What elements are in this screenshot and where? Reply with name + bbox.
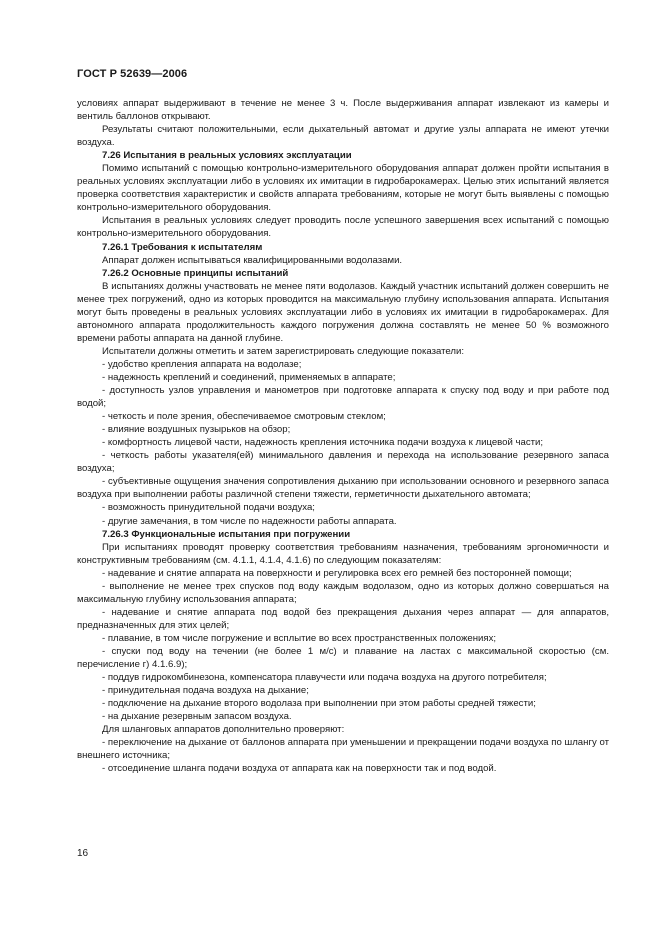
paragraph: Испытатели должны отметить и затем зарегистрировать следующие показатели: [102, 345, 465, 357]
paragraph: - влияние воздушных пузырьков на обзор; [102, 424, 291, 436]
paragraph: - на дыхание резервным запасом воздуха. [102, 711, 292, 723]
paragraph: Испытания в реальных условиях следует проводить после успешного завершения всех испытаний с помощью контрольно-измерительного оборудования. [77, 215, 609, 240]
paragraph: - выполнение не менее трех спусков под воду каждым водолазом, одно из которых должно совершаться на максимальную глубину использования аппарата; [77, 580, 609, 605]
paragraph: - надевание и снятие аппарата на поверхности и регулировка всех его ремней без посторонней помощи; [102, 567, 572, 579]
page-number: 16 [77, 848, 89, 859]
paragraph: - четкость и поле зрения, обеспечиваемое смотровым стеклом; [102, 411, 386, 423]
paragraph: - доступность узлов управления и манометров при подготовке аппарата к спуску под воду и при работе под водой; [77, 385, 609, 410]
document-header: ГОСТ Р 52639—2006 [77, 68, 188, 80]
paragraph: В испытаниях должны участвовать не менее пяти водолазов. Каждый участник испытаний должен совершить не менее трех погружений, одно из которых проводится на максимальную глубину использования аппарата. Испытания могут быть проведены в реальных условиях эксплуатации либо в условиях их имитации в гидробарокамерах. Для автономного аппарата продолжительность каждого погружения должна составлять не менее 50 % возможного времени работы аппарата на данной глубине. [77, 280, 609, 344]
section-heading: 7.26.2 Основные принципы испытаний [102, 267, 289, 279]
paragraph: Результаты считают положительными, если дыхательный автомат и другие узлы аппарата не имеют утечки воздуха. [77, 124, 609, 149]
paragraph: Аппарат должен испытываться квалифицированными водолазами. [102, 254, 403, 266]
paragraph: - четкость работы указателя(ей) минимального давления и перехода на использование резервного запаса воздуха; [77, 450, 609, 475]
paragraph: - спуски под воду на течении (не более 1 м/с) и плавание на ластах с максимальной скоростью (см. перечисление г) 4.1.6.9); [77, 645, 609, 671]
document-body [77, 97, 609, 775]
paragraph: - плавание, в том числе погружение и всплытие во всех пространственных положениях; [102, 632, 497, 644]
section-heading: 7.26.3 Функциональные испытания при погружении [102, 528, 351, 540]
paragraph: - подключение на дыхание второго водолаза при выполнении при этом работы средней тяжести; [102, 698, 536, 710]
paragraph: - комфортность лицевой части, надежность крепления источника подачи воздуха к лицевой части; [102, 437, 544, 449]
paragraph: - отсоединение шланга подачи воздуха от аппарата как на поверхности так и под водой. [102, 763, 497, 775]
paragraph: - удобство крепления аппарата на водолазе; [102, 358, 302, 370]
paragraph: условиях аппарат выдерживают в течение не менее 3 ч. После выдерживания аппарат извлекают из камеры и вентиль баллонов открывают. [77, 98, 609, 123]
paragraph: - другие замечания, в том числе по надежности работы аппарата. [102, 515, 397, 527]
paragraph: При испытаниях проводят проверку соответствия требованиям назначения, требованиям эргономичности и конструктивным требованиям (см. 4.1.1, 4.1.4, 4.1.6) по следующим показателям: [77, 541, 609, 566]
paragraph: - принудительная подача воздуха на дыхание; [102, 685, 309, 697]
paragraph: Помимо испытаний с помощью контрольно-измерительного оборудования аппарат должен пройти испытания в реальных условиях эксплуатации либо в условиях их имитации в гидробарокамерах. Целью этих испытаний является проверка соответствия характеристик и свойств аппарата требованиям, которые не могут быть выявлены с помощью контрольно-измерительного оборудования. [77, 163, 609, 214]
paragraph: - надевание и снятие аппарата под водой без прекращения дыхания через аппарат — для аппаратов, предназначенных для этих целей; [77, 606, 609, 631]
paragraph: - возможность принудительной подачи воздуха; [102, 502, 315, 514]
paragraph: - переключение на дыхание от баллонов аппарата при уменьшении и прекращении подачи воздуха по шлангу от внешнего источника; [77, 737, 609, 762]
paragraph: - субъективные ощущения значения сопротивления дыханию при использовании основного и резервного запаса воздуха при выполнении работы различной степени тяжести, герметичности дыхательного автомата; [77, 476, 609, 501]
paragraph: - надежность креплений и соединений, применяемых в аппарате; [102, 371, 396, 383]
paragraph: - поддув гидрокомбинезона, компенсатора плавучести или подача воздуха на другого потребителя; [102, 672, 547, 684]
paragraph: Для шланговых аппаратов дополнительно проверяют: [102, 724, 345, 736]
section-heading: 7.26.1 Требования к испытателям [102, 241, 263, 253]
section-heading: 7.26 Испытания в реальных условиях эксплуатации [102, 150, 352, 162]
